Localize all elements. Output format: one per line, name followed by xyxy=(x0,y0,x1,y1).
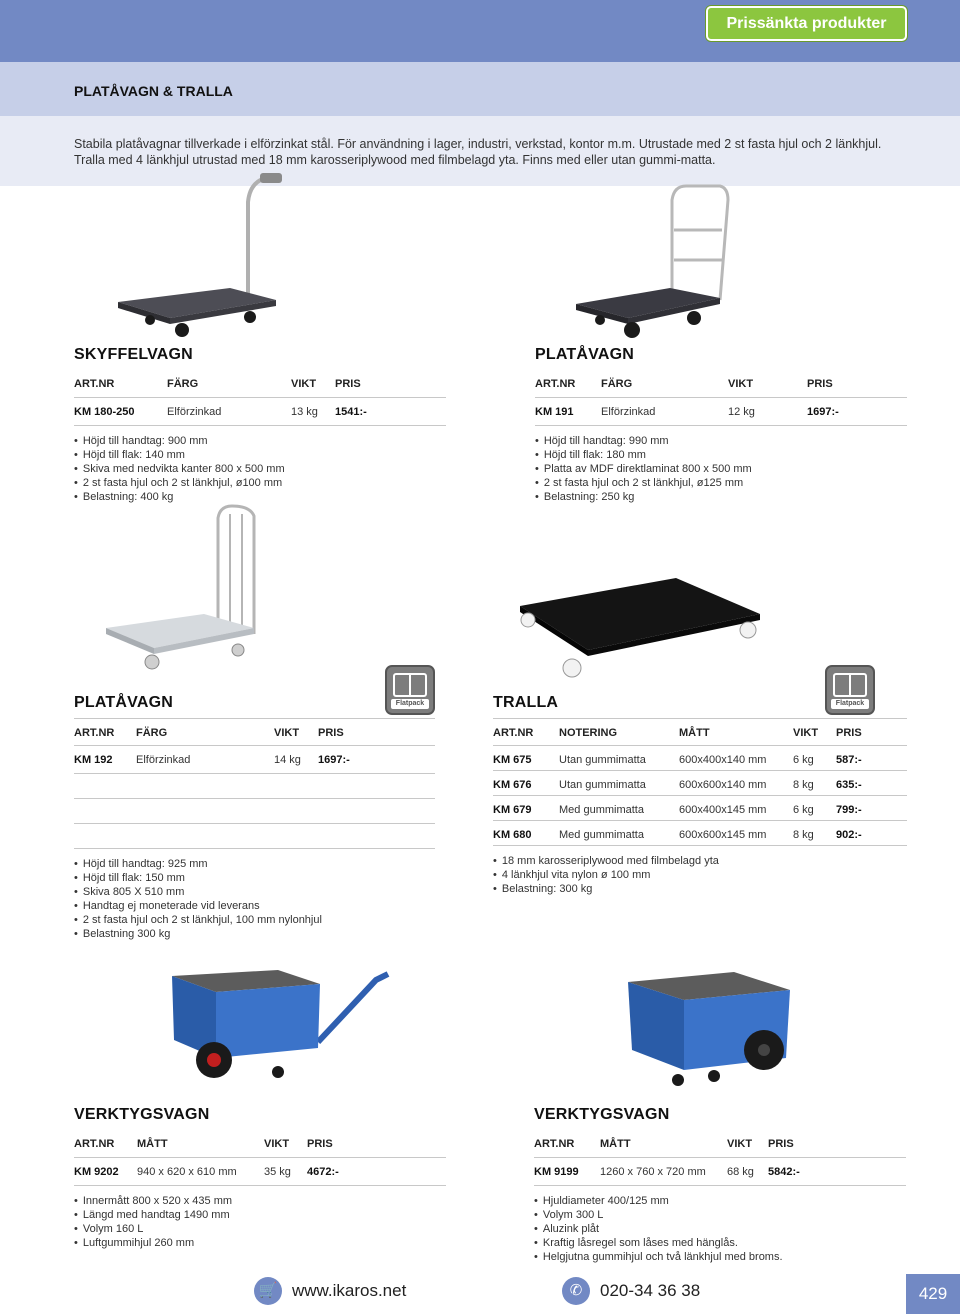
matt: 1260 x 760 x 720 mm xyxy=(600,1166,706,1178)
verktygsvagn-2-section xyxy=(534,1106,906,1264)
col-matt: MÅTT xyxy=(679,727,710,739)
title-band xyxy=(0,62,960,116)
col-farg: FÄRG xyxy=(136,727,168,739)
list-item: • 18 mm karosseriplywood med filmbelagd yta xyxy=(493,854,907,868)
list-item: • Belastning: 250 kg xyxy=(535,490,907,504)
list-item: • Volym 160 L xyxy=(74,1222,446,1236)
vikt: 6 kg xyxy=(793,804,814,816)
table-row xyxy=(493,821,907,846)
list-item: • 2 st fasta hjul och 2 st länkhjul, ø100 mm xyxy=(74,476,446,490)
platavagn-1-section xyxy=(535,346,907,504)
verktygsvagn-2-image xyxy=(624,968,794,1094)
art-nr: KM 180-250 xyxy=(74,406,135,418)
list-item: • Belastning 300 kg xyxy=(74,927,435,941)
matt: 600x400x145 mm xyxy=(679,804,767,816)
farg: Elförzinkad xyxy=(136,754,191,766)
spec-list xyxy=(74,434,446,504)
pris: 1697:- xyxy=(318,754,350,766)
matt: 940 x 620 x 610 mm xyxy=(137,1166,237,1178)
list-item: • Handtag ej moneterade vid leverans xyxy=(74,899,435,913)
table-header xyxy=(74,370,446,398)
table-row xyxy=(534,1158,906,1186)
phone-icon: ✆ xyxy=(562,1277,590,1305)
section-heading: PLATÅVAGN xyxy=(535,346,634,363)
table-row xyxy=(74,1158,446,1186)
vikt: 12 kg xyxy=(728,406,755,418)
list-item: • Höjd till handtag: 990 mm xyxy=(535,434,907,448)
discount-badge: Prissänkta produkter xyxy=(706,6,907,41)
col-pris: PRIS xyxy=(807,378,833,390)
art-nr: KM 9202 xyxy=(74,1166,119,1178)
col-pris: PRIS xyxy=(318,727,344,739)
art-nr: KM 192 xyxy=(74,754,113,766)
art-nr: KM 676 xyxy=(493,779,532,791)
col-art: ART.NR xyxy=(74,378,115,390)
list-item: • Höjd till handtag: 900 mm xyxy=(74,434,446,448)
col-vikt: VIKT xyxy=(274,727,300,739)
vikt: 35 kg xyxy=(264,1166,291,1178)
verktygsvagn-1-section xyxy=(74,1106,446,1250)
table-header xyxy=(493,718,907,746)
col-vikt: VIKT xyxy=(793,727,819,739)
list-item: • Volym 300 L xyxy=(534,1208,906,1222)
list-item: • Belastning: 300 kg xyxy=(493,882,907,896)
col-art: ART.NR xyxy=(74,1138,115,1150)
flatpack-label: Flatpack xyxy=(391,699,429,709)
col-vikt: VIKT xyxy=(727,1138,753,1150)
vikt: 68 kg xyxy=(727,1166,754,1178)
art-nr: KM 675 xyxy=(493,754,532,766)
section-heading: PLATÅVAGN xyxy=(74,694,173,711)
notering: Utan gummimatta xyxy=(559,754,646,766)
platavagn-1-image xyxy=(570,180,740,345)
list-item: • Höjd till flak: 180 mm xyxy=(535,448,907,462)
matt: 600x600x145 mm xyxy=(679,829,767,841)
col-pris: PRIS xyxy=(836,727,862,739)
spec-list xyxy=(535,434,907,504)
farg: Elförzinkad xyxy=(167,406,222,418)
spec-list xyxy=(493,854,907,896)
matt: 600x400x140 mm xyxy=(679,754,767,766)
pris: 635:- xyxy=(836,779,862,791)
col-art: ART.NR xyxy=(534,1138,575,1150)
list-item: • Höjd till flak: 150 mm xyxy=(74,871,435,885)
section-heading: VERKTYGSVAGN xyxy=(534,1106,670,1123)
pris: 1697:- xyxy=(807,406,839,418)
notering: Utan gummimatta xyxy=(559,779,646,791)
section-heading: SKYFFELVAGN xyxy=(74,346,193,363)
spec-list xyxy=(74,857,435,941)
cart-icon: 🛒 xyxy=(254,1277,282,1305)
list-item: • Platta av MDF direktlaminat 800 x 500 mm xyxy=(535,462,907,476)
table-row-empty xyxy=(74,799,435,824)
list-item: • Höjd till handtag: 925 mm xyxy=(74,857,435,871)
col-art: ART.NR xyxy=(493,727,534,739)
table-row xyxy=(74,746,435,774)
intro-text: Stabila platåvagnar tillverkade i elförzinkat stål. För användning i lager, industri, verkstad, kontor m.m. Utrustade med 2 st fasta hjul och 2 länkhjul. Tralla med 4 länkhjul utrustad med 18 mm karosseriplywood med filmbelagd yta. Finns med eller utan gummi-matta. xyxy=(74,137,882,167)
section-heading: TRALLA xyxy=(493,694,559,711)
table-header xyxy=(534,1130,906,1158)
spec-list xyxy=(534,1194,906,1264)
col-farg: FÄRG xyxy=(601,378,633,390)
col-art: ART.NR xyxy=(74,727,115,739)
col-art: ART.NR xyxy=(535,378,576,390)
section-heading: VERKTYGSVAGN xyxy=(74,1106,210,1123)
list-item: • 2 st fasta hjul och 2 st länkhjul, ø125 mm xyxy=(535,476,907,490)
footer-phone[interactable] xyxy=(562,1276,700,1306)
tralla-section xyxy=(493,694,907,896)
col-notering: NOTERING xyxy=(559,727,618,739)
matt: 600x600x140 mm xyxy=(679,779,767,791)
table-row xyxy=(535,398,907,426)
notering: Med gummimatta xyxy=(559,829,644,841)
pris: 799:- xyxy=(836,804,862,816)
art-nr: KM 679 xyxy=(493,804,532,816)
list-item: • Aluzink plåt xyxy=(534,1222,906,1236)
art-nr: KM 9199 xyxy=(534,1166,579,1178)
pris: 587:- xyxy=(836,754,862,766)
table-header xyxy=(535,370,907,398)
page-number: 429 xyxy=(906,1274,960,1314)
verktygsvagn-1-image xyxy=(168,964,408,1094)
farg: Elförzinkad xyxy=(601,406,656,418)
skyffelvagn-section xyxy=(74,346,446,504)
list-item: • 2 st fasta hjul och 2 st länkhjul, 100 mm nylonhjul xyxy=(74,913,435,927)
table-row-empty xyxy=(74,774,435,799)
col-vikt: VIKT xyxy=(264,1138,290,1150)
table-header xyxy=(74,1130,446,1158)
vikt: 14 kg xyxy=(274,754,301,766)
pris: 5842:- xyxy=(768,1166,800,1178)
col-farg: FÄRG xyxy=(167,378,199,390)
page-title: PLATÅVAGN & TRALLA xyxy=(74,83,233,99)
phone-number[interactable]: 020-34 36 38 xyxy=(600,1281,701,1300)
table-header xyxy=(74,718,435,746)
list-item: • 4 länkhjul vita nylon ø 100 mm xyxy=(493,868,907,882)
list-item: • Kraftig låsregel som låses med hänglås. xyxy=(534,1236,906,1250)
table-row-empty xyxy=(74,824,435,849)
col-pris: PRIS xyxy=(335,378,361,390)
list-item: • Höjd till flak: 140 mm xyxy=(74,448,446,462)
pris: 4672:- xyxy=(307,1166,339,1178)
notering: Med gummimatta xyxy=(559,804,644,816)
list-item: • Skiva med nedvikta kanter 800 x 500 mm xyxy=(74,462,446,476)
flatpack-label: Flatpack xyxy=(831,699,869,709)
list-item: • Belastning: 400 kg xyxy=(74,490,446,504)
table-row xyxy=(493,746,907,771)
col-matt: MÅTT xyxy=(600,1138,631,1150)
list-item: • Helgjutna gummihjul och två länkhjul med broms. xyxy=(534,1250,906,1264)
table-row xyxy=(74,398,446,426)
table-row xyxy=(493,796,907,821)
vikt: 13 kg xyxy=(291,406,318,418)
platavagn-2-section xyxy=(74,694,435,941)
platavagn-2-image xyxy=(104,504,264,672)
table-row xyxy=(493,771,907,796)
col-pris: PRIS xyxy=(307,1138,333,1150)
vikt: 8 kg xyxy=(793,779,814,791)
website-url[interactable]: www.ikaros.net xyxy=(292,1281,407,1300)
vikt: 6 kg xyxy=(793,754,814,766)
tralla-image xyxy=(516,574,766,684)
footer-website[interactable] xyxy=(254,1276,406,1306)
col-matt: MÅTT xyxy=(137,1138,168,1150)
vikt: 8 kg xyxy=(793,829,814,841)
col-pris: PRIS xyxy=(768,1138,794,1150)
art-nr: KM 191 xyxy=(535,406,574,418)
col-vikt: VIKT xyxy=(291,378,317,390)
list-item: • Längd med handtag 1490 mm xyxy=(74,1208,446,1222)
spec-list xyxy=(74,1194,446,1250)
art-nr: KM 680 xyxy=(493,829,532,841)
col-vikt: VIKT xyxy=(728,378,754,390)
pris: 1541:- xyxy=(335,406,367,418)
pris: 902:- xyxy=(836,829,862,841)
list-item: • Innermått 800 x 520 x 435 mm xyxy=(74,1194,446,1208)
list-item: • Skiva 805 X 510 mm xyxy=(74,885,435,899)
list-item: • Hjuldiameter 400/125 mm xyxy=(534,1194,906,1208)
list-item: • Luftgummihjul 260 mm xyxy=(74,1236,446,1250)
skyffelvagn-image xyxy=(110,172,290,344)
